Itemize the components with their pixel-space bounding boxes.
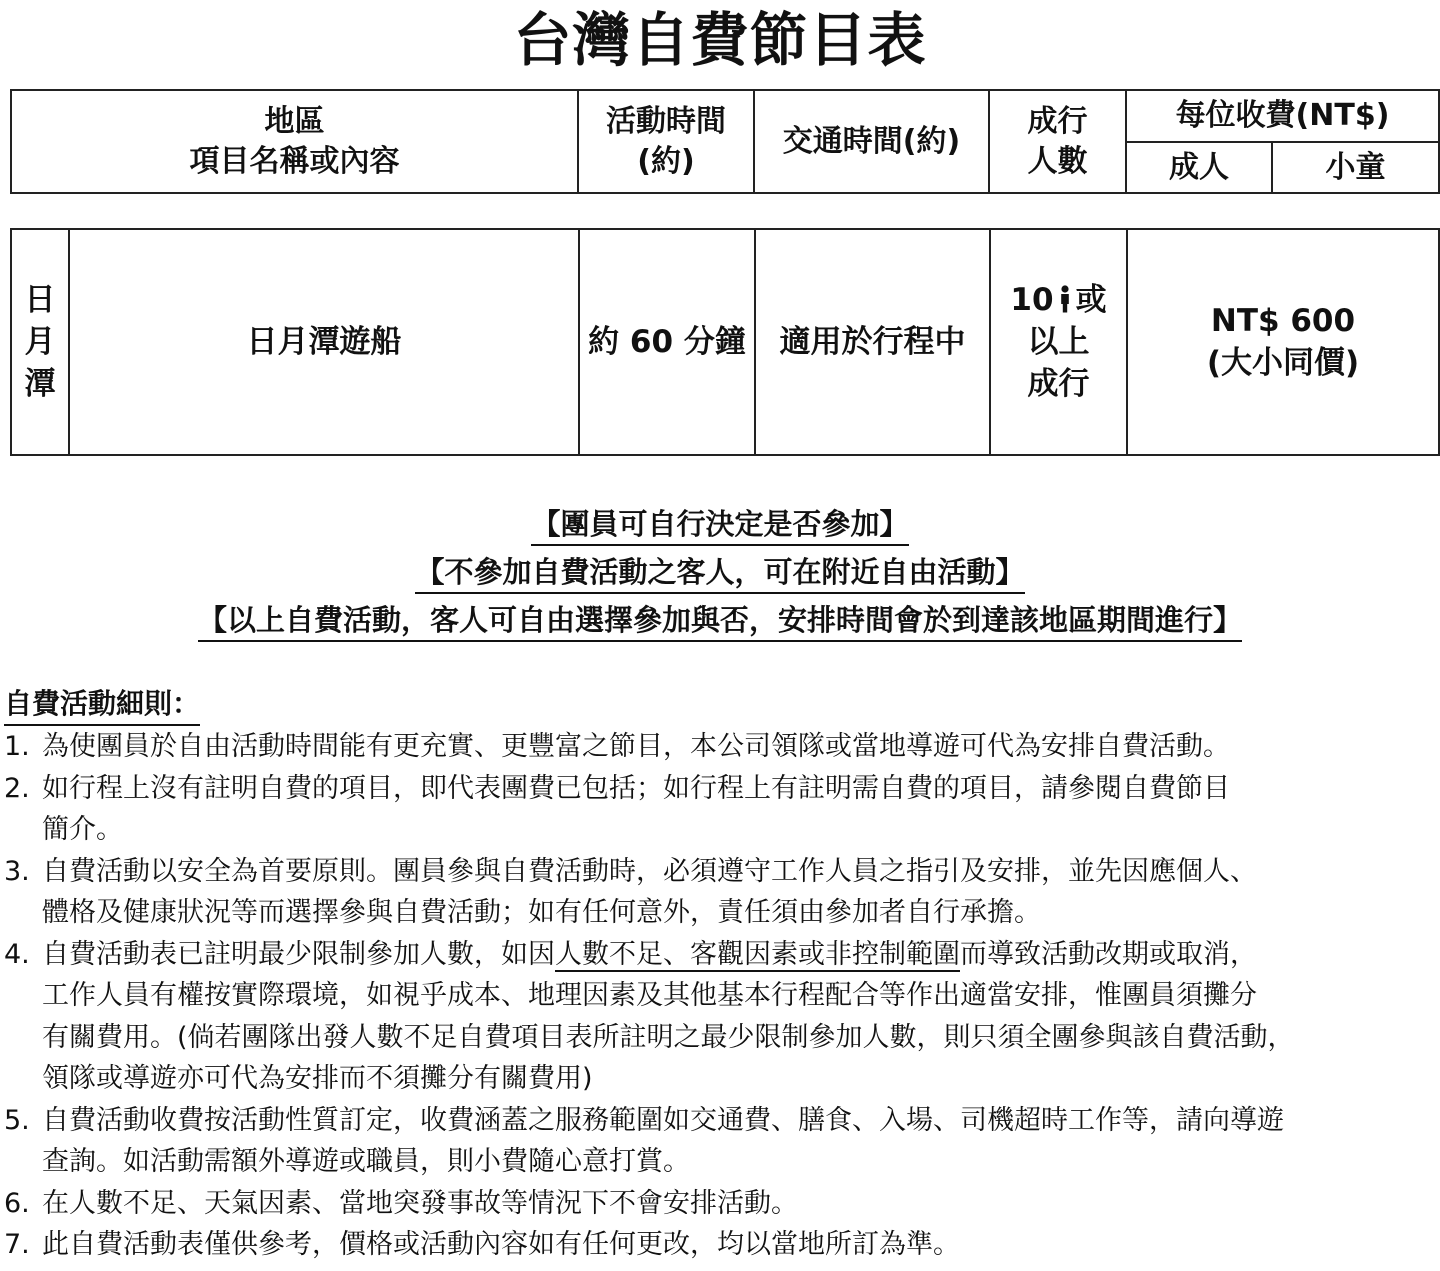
underlined-text: 人數不足、客觀因素或非控制範圍 (555, 938, 960, 970)
rules-section (4, 684, 1438, 1266)
transport-cell: 適用於行程中 (755, 229, 990, 455)
rule-item: 6. 在人數不足、天氣因素、當地突發事故等情況下不會安排活動。 (4, 1187, 798, 1219)
price-cell: NT$ 600 (大小同價) (1127, 229, 1439, 455)
header-table (10, 89, 1440, 194)
activity-table (10, 228, 1440, 456)
person-icon (1060, 285, 1070, 313)
rule-item: 7. 此自費活動表僅供參考，價格或活動內容如有任何更改，均以當地所訂為準。 (4, 1229, 960, 1260)
rule-item: 4. 自費活動表已註明最少限制參加人數，如因人數不足、客觀因素或非控制範圍而導致活動改期或取消， 工作人員有權按實際環境，如視乎成本、地理因素及其他基本行程配合等作出適當安排，惟團員須攤分 有關費用。(倘若團隊出發人數不足自費項目表所註明之最少限制參加人數，則只須全團參與該自費活動， 領隊或導遊亦可代為安排而不須攤分有關費用) (4, 938, 1295, 1094)
notice-line: 【以上自費活動，客人可自由選擇參加與否，安排時間會於到達該地區期間進行】 (198, 600, 1242, 642)
table-row (11, 229, 1439, 455)
rule-item: 2. 如行程上沒有註明自費的項目，即代表團費已包括；如行程上有註明需自費的項目，請參閱自費節目 簡介。 (4, 772, 1230, 845)
notice-line: 【不參加自費活動之客人，可在附近自由活動】 (415, 552, 1024, 594)
item-cell: 日月潭遊船 (69, 229, 579, 455)
duration-cell: 約 60 分鐘 (579, 229, 755, 455)
header-child: 小童 (1272, 142, 1439, 193)
page-title: 台灣自費節目表 (513, 6, 927, 74)
region-cell: 日 月 潭 (11, 229, 69, 455)
rules-title: 自費活動細則： (4, 684, 200, 726)
header-transport: 交通時間(約) (754, 90, 989, 193)
min-people-cell: 10 或 以上 成行 (990, 229, 1127, 455)
notice-line: 【團員可自行決定是否參加】 (531, 504, 908, 546)
header-area: 地區 項目名稱或內容 (11, 90, 578, 193)
notice-block (0, 504, 1440, 648)
header-fee: 每位收費(NT$) (1126, 90, 1439, 142)
rule-item: 3. 自費活動以安全為首要原則。團員參與自費活動時，必須遵守工作人員之指引及安排，並先因應個人、 體格及健康狀況等而選擇參與自費活動；如有任何意外，責任須由參加者自行承擔。 (4, 855, 1257, 928)
header-min-people: 成行 人數 (989, 90, 1126, 193)
rule-item: 5. 自費活動收費按活動性質訂定，收費涵蓋之服務範圍如交通費、膳食、入場、司機超時工作等，請向導遊 查詢。如活動需額外導遊或職員，則小費隨心意打賞。 (4, 1104, 1284, 1177)
header-adult: 成人 (1126, 142, 1272, 193)
header-duration: 活動時間 (約) (578, 90, 754, 193)
rule-item: 1. 為使團員於自由活動時間能有更充實、更豐富之節目，本公司領隊或當地導遊可代為安排自費活動。 (4, 731, 1230, 762)
